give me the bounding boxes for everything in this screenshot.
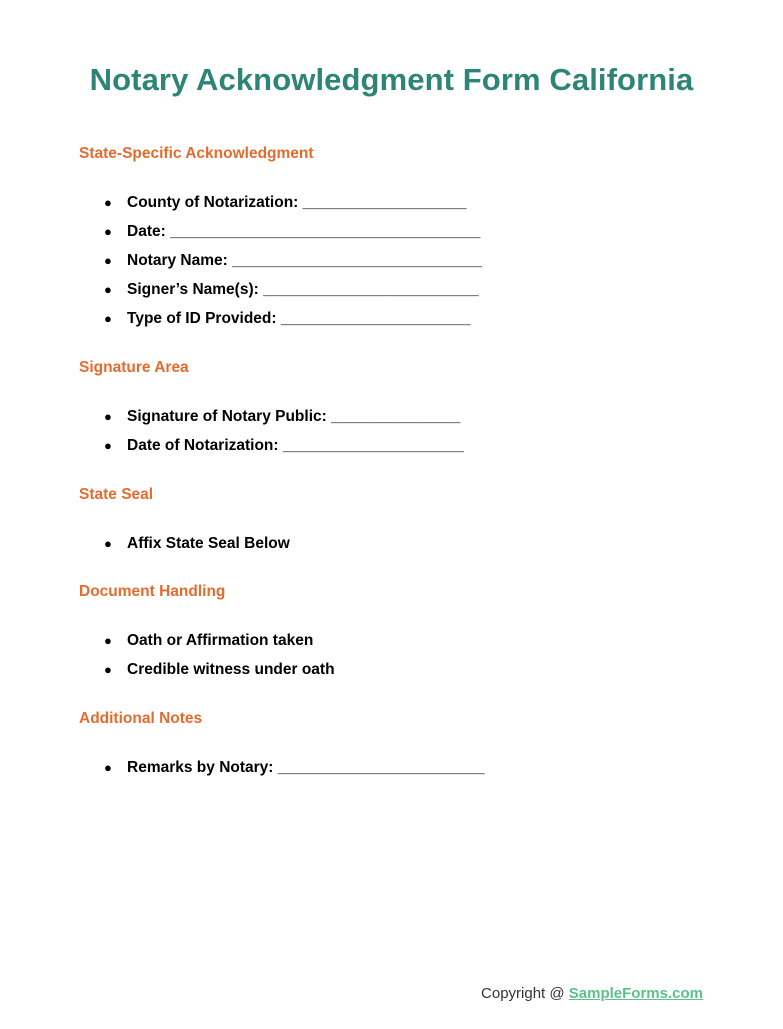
copyright-text: Copyright @	[481, 985, 569, 1002]
field-label: Date of Notarization: _____________________	[127, 437, 464, 454]
field-date[interactable]	[79, 223, 719, 252]
field-label: Signature of Notary Public: _______________	[127, 408, 461, 425]
bullet-icon: ●	[104, 760, 112, 775]
field-label: Affix State Seal Below	[127, 535, 290, 552]
copyright-footer	[481, 985, 703, 1003]
field-label: Date: ____________________________________	[127, 223, 481, 240]
bullet-icon: ●	[104, 536, 112, 551]
bullet-icon: ●	[104, 195, 112, 210]
field-label: Notary Name: _____________________________	[127, 252, 483, 269]
field-list	[79, 632, 719, 690]
field-label: Remarks by Notary: ________________________	[127, 759, 485, 776]
field-label: Signer’s Name(s): _________________________	[127, 281, 479, 298]
field-label: County of Notarization: ___________________	[127, 194, 467, 211]
field-signature-of-notary-public[interactable]	[79, 408, 719, 437]
section-signature-area	[79, 359, 719, 466]
field-remarks-by-notary[interactable]	[79, 759, 719, 788]
field-list	[79, 535, 719, 564]
section-document-handling	[79, 583, 719, 690]
section-heading: Document Handling	[79, 583, 226, 600]
field-label: Oath or Affirmation taken	[127, 632, 314, 649]
section-state-specific-acknowledgment	[79, 145, 719, 339]
section-additional-notes	[79, 710, 719, 788]
field-label: Credible witness under oath	[127, 661, 335, 678]
field-affix-state-seal	[79, 535, 719, 564]
field-label: Type of ID Provided: ______________________	[127, 310, 471, 327]
section-heading: State-Specific Acknowledgment	[79, 145, 314, 162]
bullet-icon: ●	[104, 311, 112, 326]
field-county-of-notarization[interactable]	[79, 194, 719, 223]
section-state-seal	[79, 486, 719, 564]
bullet-icon: ●	[104, 224, 112, 239]
sampleforms-link[interactable]: SampleForms.com	[568, 985, 703, 1002]
page-title: Notary Acknowledgment Form California	[89, 62, 694, 97]
bullet-icon: ●	[104, 438, 112, 453]
field-oath-or-affirmation	[79, 632, 719, 661]
field-credible-witness	[79, 661, 719, 690]
bullet-icon: ●	[104, 253, 112, 268]
bullet-icon: ●	[104, 409, 112, 424]
field-list	[79, 408, 719, 466]
bullet-icon: ●	[104, 633, 112, 648]
section-heading: Signature Area	[79, 359, 189, 376]
section-heading: Additional Notes	[79, 710, 203, 727]
field-list	[79, 759, 719, 788]
field-date-of-notarization[interactable]	[79, 437, 719, 466]
field-type-of-id[interactable]	[79, 310, 719, 339]
field-list	[79, 194, 719, 339]
bullet-icon: ●	[104, 282, 112, 297]
bullet-icon: ●	[104, 662, 112, 677]
field-signers-names[interactable]	[79, 281, 719, 310]
field-notary-name[interactable]	[79, 252, 719, 281]
section-heading: State Seal	[79, 486, 154, 503]
